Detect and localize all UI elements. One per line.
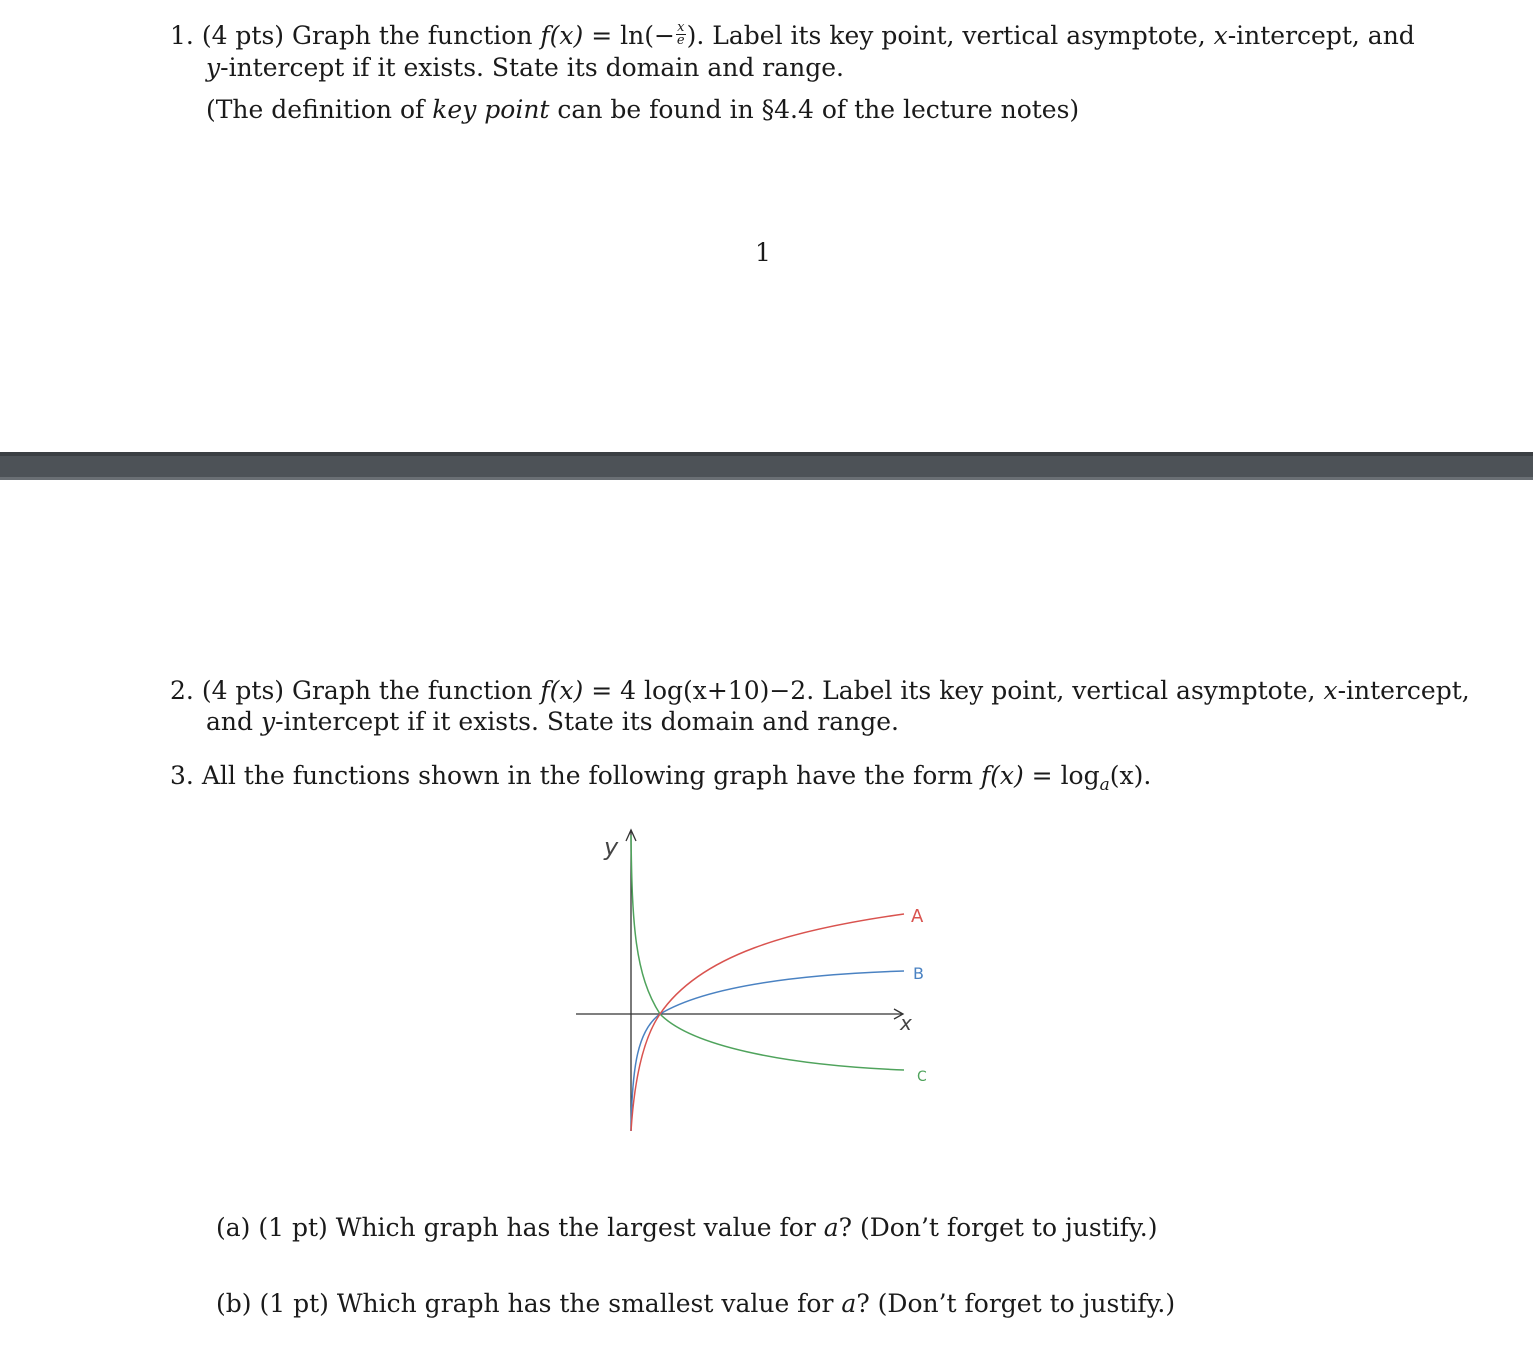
problem-1-close: ). bbox=[686, 21, 705, 50]
page-number: 1 bbox=[755, 238, 771, 267]
note-open: (The definition of bbox=[206, 95, 425, 124]
problem-1-line-1 bbox=[170, 21, 1415, 51]
part-b-variable: a bbox=[841, 1289, 857, 1318]
part-b-end: ? (Don’t forget to justify.) bbox=[856, 1289, 1176, 1318]
curve-a-label: A bbox=[911, 906, 924, 927]
part-b-label: (b) bbox=[216, 1289, 252, 1318]
problem-2-line-1 bbox=[170, 676, 1470, 706]
x-variable: x bbox=[1323, 676, 1338, 705]
curve-c bbox=[631, 835, 904, 1070]
note-close: can be found in §4.4 of the lecture notes) bbox=[557, 95, 1080, 124]
y-axis-label: y bbox=[604, 833, 619, 861]
log-base: a bbox=[1099, 775, 1110, 795]
problem-2-line-2-and: and bbox=[206, 707, 254, 736]
part-a-end: ? (Don’t forget to justify.) bbox=[838, 1213, 1158, 1242]
problem-1-points: (4 pts) bbox=[201, 21, 285, 50]
fraction-denominator: e bbox=[676, 33, 685, 48]
problem-3a bbox=[216, 1213, 1157, 1243]
part-a-text: Which graph has the largest value for bbox=[335, 1213, 816, 1242]
problem-3-number: 3. bbox=[170, 761, 194, 790]
part-a-variable: a bbox=[823, 1213, 839, 1242]
problem-2-line-2-text: -intercept if it exists. State its domain and range. bbox=[275, 707, 899, 736]
problem-2-number: 2. bbox=[170, 676, 194, 705]
curve-a bbox=[631, 914, 904, 1131]
problem-2-text: Graph the function bbox=[292, 676, 533, 705]
fraction-x-over-e bbox=[676, 22, 686, 47]
problem-1-instructions: Label its key point, vertical asymptote, bbox=[712, 21, 1206, 50]
problem-2-formula: = 4 log(x+10)−2. bbox=[591, 676, 815, 705]
log-graph bbox=[560, 815, 940, 1145]
note-key-point: key point bbox=[432, 95, 550, 124]
part-b-points: (1 pt) bbox=[259, 1289, 329, 1318]
problem-1-line-2 bbox=[206, 53, 844, 83]
x-intercept-text: -intercept, and bbox=[1227, 21, 1415, 50]
problem-3-line bbox=[170, 761, 1152, 795]
x-variable: x bbox=[1213, 21, 1228, 50]
y-variable: y bbox=[206, 53, 221, 82]
curve-b-label: B bbox=[913, 964, 924, 983]
problem-2-function-name: f(x) bbox=[540, 676, 584, 705]
problem-1-equals-ln: = ln(− bbox=[591, 21, 675, 50]
part-b-text: Which graph has the smallest value for bbox=[336, 1289, 834, 1318]
page-1 bbox=[0, 0, 1533, 452]
fraction-numerator: x bbox=[677, 20, 685, 35]
problem-2-line-2 bbox=[206, 707, 899, 737]
x-axis-label: x bbox=[900, 1011, 912, 1035]
problem-1-number: 1. bbox=[170, 21, 194, 50]
problem-2-points: (4 pts) bbox=[201, 676, 285, 705]
x-intercept-text: -intercept, bbox=[1337, 676, 1470, 705]
page-separator bbox=[0, 452, 1533, 480]
problem-3-function-name: f(x) bbox=[980, 761, 1024, 790]
problem-1-function-name: f(x) bbox=[540, 21, 584, 50]
problem-1-note bbox=[206, 95, 1079, 125]
problem-2-instructions: Label its key point, vertical asymptote, bbox=[822, 676, 1316, 705]
problem-3-text: All the functions shown in the following graph have the form bbox=[201, 761, 973, 790]
problem-3-log: = log bbox=[1031, 761, 1100, 790]
problem-1-line-2-text: -intercept if it exists. State its domain and range. bbox=[220, 53, 844, 82]
problem-3-argument: (x). bbox=[1109, 761, 1152, 790]
curve-c-label: C bbox=[917, 1069, 927, 1085]
problem-3b bbox=[216, 1289, 1175, 1319]
problem-1-text: Graph the function bbox=[292, 21, 533, 50]
y-variable: y bbox=[260, 707, 276, 736]
part-a-points: (1 pt) bbox=[258, 1213, 328, 1242]
part-a-label: (a) bbox=[216, 1213, 251, 1242]
curve-b bbox=[631, 971, 904, 1131]
